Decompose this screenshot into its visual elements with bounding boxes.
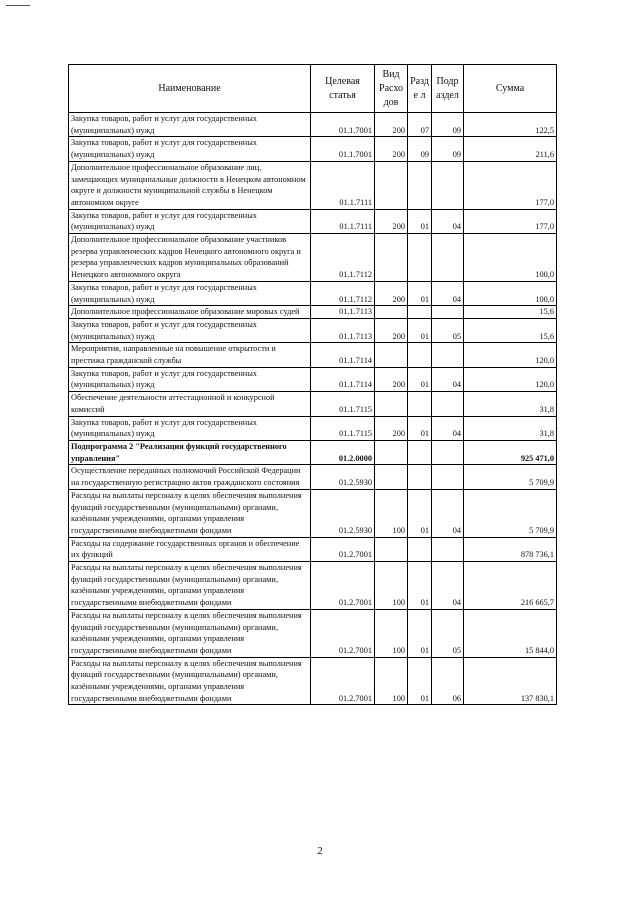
cell-subsection: 04 <box>432 367 464 391</box>
cell-name: Закупка товаров, работ и услуг для государственных (муниципальных) нужд <box>69 281 311 305</box>
cell-target-article: 01.2.5930 <box>311 465 375 489</box>
cell-section: 07 <box>408 113 432 137</box>
cell-section: 01 <box>408 609 432 657</box>
cell-sum: 100,0 <box>464 281 557 305</box>
cell-sum: 137 830,1 <box>464 657 557 705</box>
cell-sum: 120,0 <box>464 367 557 391</box>
cell-target-article: 01.1.7001 <box>311 137 375 161</box>
cell-target-article: 01.2.7001 <box>311 609 375 657</box>
table-row <box>69 137 557 161</box>
table-row <box>69 392 557 416</box>
header-expense-type: Вид Расхо дов <box>375 65 408 113</box>
cell-target-article: 01.1.7115 <box>311 416 375 440</box>
cell-target-article: 01.2.5930 <box>311 489 375 537</box>
header-section: Разде л <box>408 65 432 113</box>
table-row <box>69 416 557 440</box>
cell-expense-type: 200 <box>375 281 408 305</box>
cell-name: Закупка товаров, работ и услуг для государственных (муниципальных) нужд <box>69 318 311 342</box>
cell-subsection: 09 <box>432 137 464 161</box>
table-header-row <box>69 65 557 113</box>
table-row <box>69 306 557 319</box>
cell-name: Расходы на выплаты персоналу в целях обеспечения выполнения функций государственными (муниципальными) органами, казёнными учреждениями, органами управления государственными внебюджетными фондами <box>69 609 311 657</box>
cell-expense-type: 200 <box>375 209 408 233</box>
cell-expense-type: 200 <box>375 367 408 391</box>
cell-subsection <box>432 440 464 464</box>
cell-expense-type: 100 <box>375 657 408 705</box>
cell-target-article: 01.1.7001 <box>311 113 375 137</box>
cell-subsection <box>432 306 464 319</box>
cell-section: 01 <box>408 367 432 391</box>
cell-section <box>408 537 432 561</box>
cell-name: Закупка товаров, работ и услуг для государственных (муниципальных) нужд <box>69 209 311 233</box>
header-sum: Сумма <box>464 65 557 113</box>
cell-expense-type <box>375 343 408 367</box>
cell-sum: 120,0 <box>464 343 557 367</box>
cell-name: Мероприятия, направленные на повышение открытости и престижа гражданской службы <box>69 343 311 367</box>
cell-subsection: 04 <box>432 281 464 305</box>
cell-target-article: 01.2.7001 <box>311 537 375 561</box>
cell-sum: 5 709,9 <box>464 489 557 537</box>
cell-expense-type <box>375 234 408 282</box>
table-row <box>69 234 557 282</box>
table-row <box>69 489 557 537</box>
cell-section: 01 <box>408 489 432 537</box>
cell-subsection: 05 <box>432 318 464 342</box>
cell-subsection: 09 <box>432 113 464 137</box>
cell-subsection: 04 <box>432 489 464 537</box>
table-row <box>69 318 557 342</box>
page-number: 2 <box>317 845 323 857</box>
table-row <box>69 343 557 367</box>
cell-section: 01 <box>408 657 432 705</box>
cell-target-article: 01.1.7111 <box>311 161 375 209</box>
cell-sum: 122,5 <box>464 113 557 137</box>
cell-section <box>408 306 432 319</box>
cell-subsection: 04 <box>432 209 464 233</box>
cell-target-article: 01.1.7114 <box>311 343 375 367</box>
cell-expense-type <box>375 161 408 209</box>
cell-name: Осуществление переданных полномочий Российской Федерации на государственную регистрацию актов гражданского состояния <box>69 465 311 489</box>
cell-section: 09 <box>408 137 432 161</box>
cell-name: Закупка товаров, работ и услуг для государственных (муниципальных) нужд <box>69 367 311 391</box>
table-row <box>69 113 557 137</box>
cell-target-article: 01.1.7113 <box>311 306 375 319</box>
cell-name: Дополнительное профессиональное образование мировых судей <box>69 306 311 319</box>
table-row <box>69 537 557 561</box>
table-row <box>69 440 557 464</box>
cell-name: Обеспечение деятельности аттестационной и конкурсной комиссий <box>69 392 311 416</box>
cell-sum: 216 665,7 <box>464 562 557 610</box>
cell-section: 01 <box>408 416 432 440</box>
cell-sum: 878 736,1 <box>464 537 557 561</box>
cell-expense-type: 200 <box>375 113 408 137</box>
table-row <box>69 367 557 391</box>
cell-name: Расходы на выплаты персоналу в целях обеспечения выполнения функций государственными (муниципальными) органами, казёнными учреждениями, органами управления государственными внебюджетными фондами <box>69 489 311 537</box>
budget-table <box>68 64 557 705</box>
cell-sum: 177,0 <box>464 161 557 209</box>
cell-name: Закупка товаров, работ и услуг для государственных (муниципальных) нужд <box>69 137 311 161</box>
cell-subsection <box>432 234 464 282</box>
cell-target-article: 01.1.7111 <box>311 209 375 233</box>
table-row <box>69 609 557 657</box>
cell-target-article: 01.1.7115 <box>311 392 375 416</box>
cell-section <box>408 234 432 282</box>
cell-name: Дополнительное профессиональное образование участников резерва управленческих кадров Ненецкого автономного округа и резерва управленческих кадров муниципальных образований Ненецкого автономного округа <box>69 234 311 282</box>
cell-subsection <box>432 537 464 561</box>
cell-expense-type: 200 <box>375 318 408 342</box>
cell-sum: 31,8 <box>464 416 557 440</box>
cell-subsection: 05 <box>432 609 464 657</box>
cell-name: Закупка товаров, работ и услуг для государственных (муниципальных) нужд <box>69 113 311 137</box>
cell-subsection: 06 <box>432 657 464 705</box>
cell-expense-type <box>375 306 408 319</box>
cell-section <box>408 465 432 489</box>
cell-target-article: 01.1.7112 <box>311 281 375 305</box>
cell-name: Закупка товаров, работ и услуг для государственных (муниципальных) нужд <box>69 416 311 440</box>
table-row <box>69 657 557 705</box>
cell-name: Расходы на содержание государственных органов и обеспечение их функций <box>69 537 311 561</box>
cell-sum: 925 471,0 <box>464 440 557 464</box>
cell-name: Расходы на выплаты персоналу в целях обеспечения выполнения функций государственными (муниципальными) органами, казёнными учреждениями, органами управления государственными внебюджетными фондами <box>69 657 311 705</box>
cell-subsection <box>432 392 464 416</box>
table-row <box>69 281 557 305</box>
cell-name: Дополнительное профессиональное образование лиц, замещающих муниципальные должности в Ненецком автономном округе и должности муниципальной службы в Ненецком автономном округе <box>69 161 311 209</box>
cell-subsection <box>432 161 464 209</box>
table-body <box>69 113 557 705</box>
table-row <box>69 161 557 209</box>
cell-section <box>408 343 432 367</box>
cell-target-article: 01.2.7001 <box>311 657 375 705</box>
cell-expense-type <box>375 537 408 561</box>
table-row <box>69 465 557 489</box>
cell-expense-type: 100 <box>375 609 408 657</box>
cell-section: 01 <box>408 562 432 610</box>
corner-mark <box>6 5 30 6</box>
cell-subsection: 04 <box>432 416 464 440</box>
cell-target-article: 01.1.7112 <box>311 234 375 282</box>
cell-sum: 5 709,9 <box>464 465 557 489</box>
cell-sum: 31,8 <box>464 392 557 416</box>
header-subsection: Подр аздел <box>432 65 464 113</box>
cell-section: 01 <box>408 281 432 305</box>
cell-subsection <box>432 465 464 489</box>
cell-section: 01 <box>408 318 432 342</box>
cell-target-article: 01.1.7113 <box>311 318 375 342</box>
cell-expense-type: 200 <box>375 416 408 440</box>
cell-expense-type: 100 <box>375 562 408 610</box>
cell-name: Подпрограмма 2 "Реализация функций государственного управления" <box>69 440 311 464</box>
cell-target-article: 01.2.7001 <box>311 562 375 610</box>
cell-subsection: 04 <box>432 562 464 610</box>
cell-subsection <box>432 343 464 367</box>
cell-section <box>408 161 432 209</box>
cell-section <box>408 440 432 464</box>
header-name: Наименование <box>69 65 311 113</box>
table-row <box>69 562 557 610</box>
table-row <box>69 209 557 233</box>
cell-sum: 15,6 <box>464 306 557 319</box>
cell-expense-type <box>375 440 408 464</box>
cell-target-article: 01.1.7114 <box>311 367 375 391</box>
cell-section: 01 <box>408 209 432 233</box>
header-target-article: Целевая статья <box>311 65 375 113</box>
cell-sum: 211,6 <box>464 137 557 161</box>
cell-sum: 15,6 <box>464 318 557 342</box>
cell-expense-type <box>375 392 408 416</box>
cell-expense-type: 200 <box>375 137 408 161</box>
cell-sum: 15 844,0 <box>464 609 557 657</box>
cell-expense-type: 100 <box>375 489 408 537</box>
cell-sum: 100,0 <box>464 234 557 282</box>
cell-target-article: 01.2.0000 <box>311 440 375 464</box>
cell-section <box>408 392 432 416</box>
cell-sum: 177,0 <box>464 209 557 233</box>
cell-name: Расходы на выплаты персоналу в целях обеспечения выполнения функций государственными (муниципальными) органами, казёнными учреждениями, органами управления государственными внебюджетными фондами <box>69 562 311 610</box>
cell-expense-type <box>375 465 408 489</box>
